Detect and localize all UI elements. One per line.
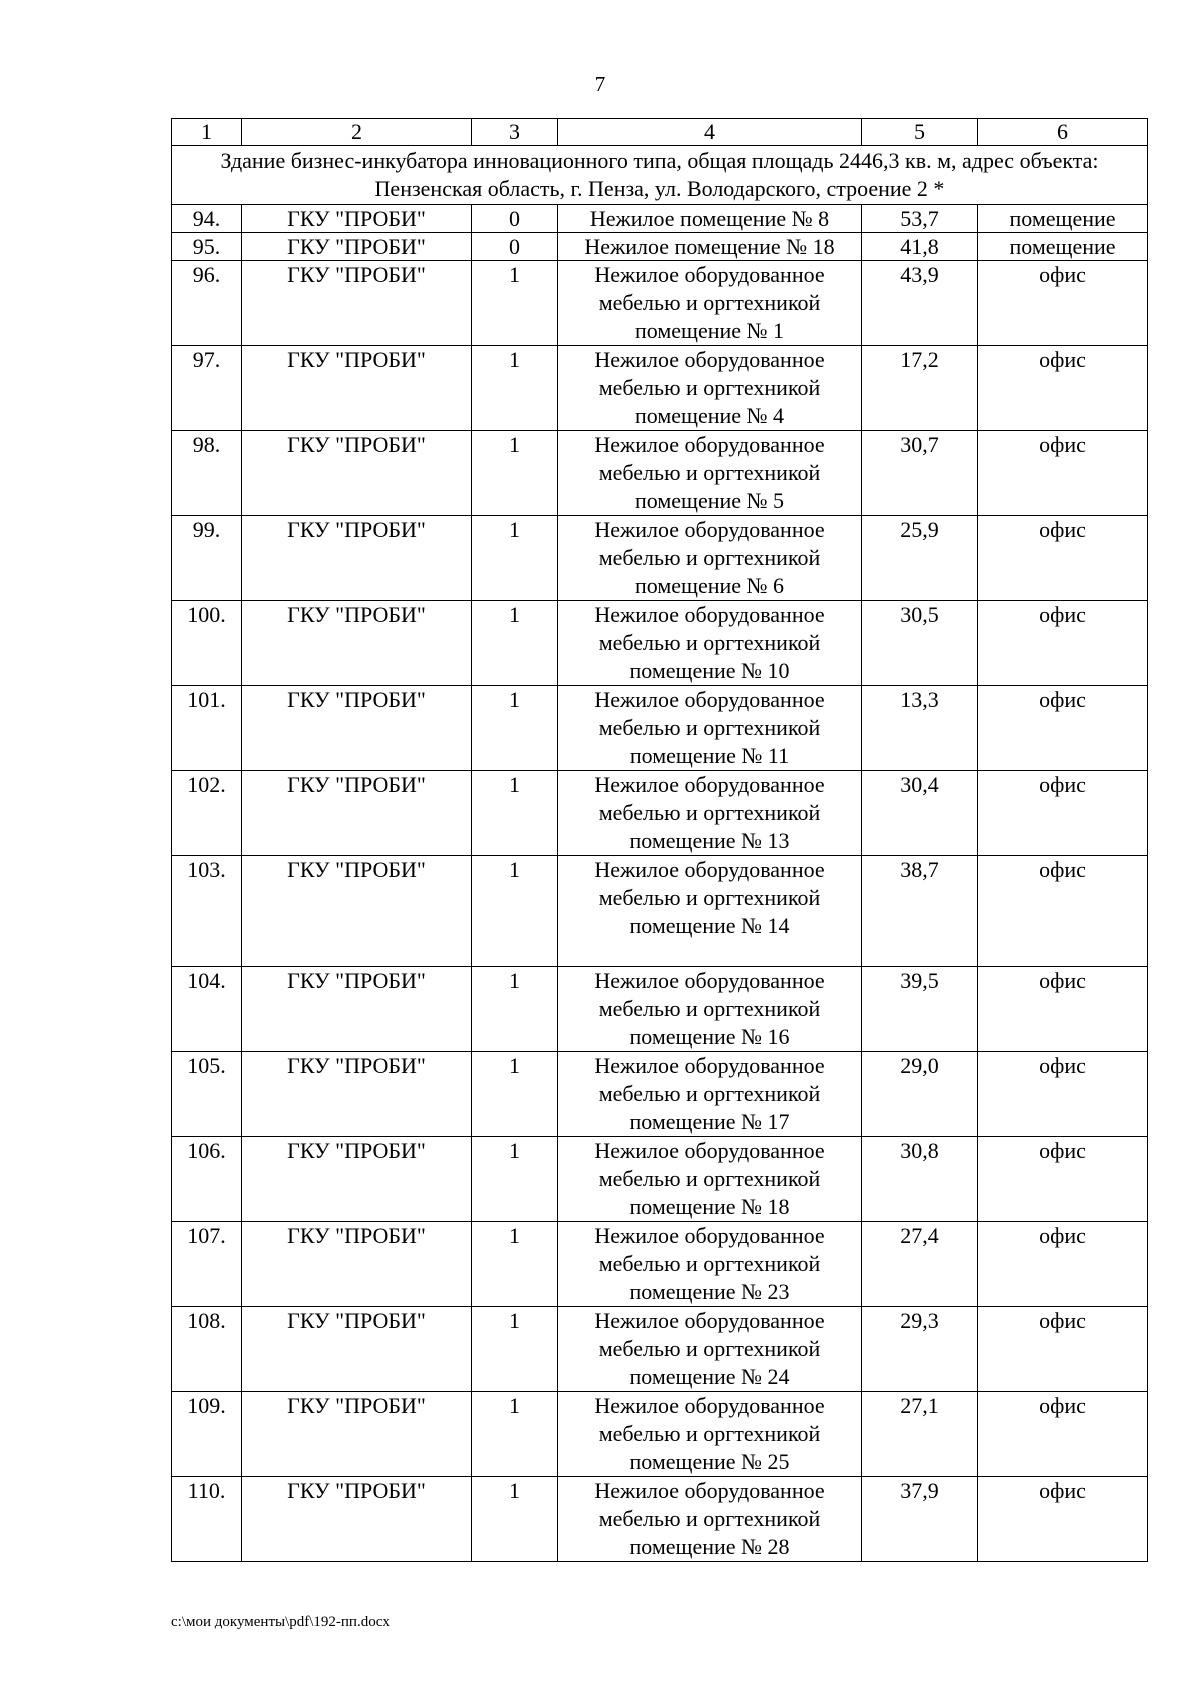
row-number-cell: 106. [172,1137,242,1222]
table-row [172,601,1148,686]
floor-cell: 1 [472,856,558,967]
purpose-cell: офис [978,601,1148,686]
purpose-cell: офис [978,431,1148,516]
floor-cell: 1 [472,1052,558,1137]
footer-file-path: c:\мои документы\pdf\192-пп.docx [171,1614,390,1630]
table-row [172,516,1148,601]
holder-cell: ГКУ "ПРОБИ" [242,1307,472,1392]
holder-cell: ГКУ "ПРОБИ" [242,1052,472,1137]
purpose-cell: офис [978,346,1148,431]
row-number-cell: 102. [172,771,242,856]
premises-name-cell: Нежилое оборудованное мебелью и оргтехникой помещение № 25 [558,1392,862,1477]
purpose-cell: офис [978,686,1148,771]
purpose-cell: офис [978,1307,1148,1392]
table-row [172,1137,1148,1222]
premises-name-cell: Нежилое оборудованное мебелью и оргтехникой помещение № 11 [558,686,862,771]
floor-cell: 1 [472,686,558,771]
purpose-cell: офис [978,856,1148,967]
area-cell: 29,3 [862,1307,978,1392]
table-row [172,233,1148,261]
holder-cell: ГКУ "ПРОБИ" [242,1477,472,1562]
row-number-cell: 97. [172,346,242,431]
table-row [172,1477,1148,1562]
property-table [171,118,1148,1562]
table-row [172,856,1148,967]
purpose-cell: офис [978,261,1148,346]
premises-name-cell: Нежилое оборудованное мебелью и оргтехникой помещение № 4 [558,346,862,431]
holder-cell: ГКУ "ПРОБИ" [242,233,472,261]
column-header: 2 [242,119,472,146]
purpose-cell: офис [978,967,1148,1052]
column-header: 5 [862,119,978,146]
section-header-row [172,146,1148,205]
purpose-cell: офис [978,1477,1148,1562]
area-cell: 29,0 [862,1052,978,1137]
row-number-cell: 103. [172,856,242,967]
premises-name-cell: Нежилое оборудованное мебелью и оргтехникой помещение № 6 [558,516,862,601]
row-number-cell: 108. [172,1307,242,1392]
area-cell: 30,4 [862,771,978,856]
premises-name-cell: Нежилое оборудованное мебелью и оргтехникой помещение № 18 [558,1137,862,1222]
holder-cell: ГКУ "ПРОБИ" [242,1392,472,1477]
floor-cell: 0 [472,233,558,261]
premises-name-cell: Нежилое оборудованное мебелью и оргтехникой помещение № 14 [558,856,862,967]
floor-cell: 1 [472,431,558,516]
holder-cell: ГКУ "ПРОБИ" [242,967,472,1052]
premises-name-cell: Нежилое оборудованное мебелью и оргтехникой помещение № 1 [558,261,862,346]
holder-cell: ГКУ "ПРОБИ" [242,601,472,686]
row-number-cell: 98. [172,431,242,516]
premises-name-cell: Нежилое помещение № 8 [558,205,862,233]
row-number-cell: 105. [172,1052,242,1137]
table-row [172,1392,1148,1477]
floor-cell: 1 [472,261,558,346]
floor-cell: 0 [472,205,558,233]
page-number: 7 [594,72,606,96]
purpose-cell: офис [978,1052,1148,1137]
holder-cell: ГКУ "ПРОБИ" [242,205,472,233]
table-row [172,431,1148,516]
holder-cell: ГКУ "ПРОБИ" [242,686,472,771]
premises-name-cell: Нежилое помещение № 18 [558,233,862,261]
table-row [172,686,1148,771]
holder-cell: ГКУ "ПРОБИ" [242,1137,472,1222]
row-number-cell: 95. [172,233,242,261]
floor-cell: 1 [472,346,558,431]
area-cell: 37,9 [862,1477,978,1562]
holder-cell: ГКУ "ПРОБИ" [242,516,472,601]
row-number-cell: 101. [172,686,242,771]
area-cell: 30,7 [862,431,978,516]
area-cell: 38,7 [862,856,978,967]
holder-cell: ГКУ "ПРОБИ" [242,856,472,967]
area-cell: 43,9 [862,261,978,346]
purpose-cell: помещение [978,233,1148,261]
area-cell: 25,9 [862,516,978,601]
purpose-cell: офис [978,771,1148,856]
purpose-cell: офис [978,1222,1148,1307]
premises-name-cell: Нежилое оборудованное мебелью и оргтехникой помещение № 10 [558,601,862,686]
area-cell: 30,8 [862,1137,978,1222]
purpose-cell: офис [978,516,1148,601]
premises-name-cell: Нежилое оборудованное мебелью и оргтехникой помещение № 16 [558,967,862,1052]
area-cell: 41,8 [862,233,978,261]
floor-cell: 1 [472,771,558,856]
holder-cell: ГКУ "ПРОБИ" [242,431,472,516]
holder-cell: ГКУ "ПРОБИ" [242,1222,472,1307]
table-row [172,205,1148,233]
premises-name-cell: Нежилое оборудованное мебелью и оргтехникой помещение № 17 [558,1052,862,1137]
row-number-cell: 110. [172,1477,242,1562]
column-header: 3 [472,119,558,146]
purpose-cell: офис [978,1392,1148,1477]
area-cell: 13,3 [862,686,978,771]
premises-name-cell: Нежилое оборудованное мебелью и оргтехникой помещение № 5 [558,431,862,516]
table-row [172,967,1148,1052]
floor-cell: 1 [472,1307,558,1392]
table-row [172,1307,1148,1392]
purpose-cell: офис [978,1137,1148,1222]
column-number-header-row [172,119,1148,146]
premises-name-cell: Нежилое оборудованное мебелью и оргтехникой помещение № 24 [558,1307,862,1392]
table-row [172,346,1148,431]
row-number-cell: 94. [172,205,242,233]
floor-cell: 1 [472,967,558,1052]
purpose-cell: помещение [978,205,1148,233]
floor-cell: 1 [472,1392,558,1477]
table-row [172,261,1148,346]
table-row [172,771,1148,856]
table-row [172,1052,1148,1137]
row-number-cell: 104. [172,967,242,1052]
premises-name-cell: Нежилое оборудованное мебелью и оргтехникой помещение № 13 [558,771,862,856]
holder-cell: ГКУ "ПРОБИ" [242,261,472,346]
row-number-cell: 109. [172,1392,242,1477]
holder-cell: ГКУ "ПРОБИ" [242,346,472,431]
floor-cell: 1 [472,516,558,601]
area-cell: 39,5 [862,967,978,1052]
section-title: Здание бизнес-инкубатора инновационного типа, общая площадь 2446,3 кв. м, адрес объекта: Пензенская область, г. Пенза, ул. Володарского, строение 2 * [172,146,1148,205]
table-row [172,1222,1148,1307]
row-number-cell: 99. [172,516,242,601]
area-cell: 27,1 [862,1392,978,1477]
holder-cell: ГКУ "ПРОБИ" [242,771,472,856]
column-header: 1 [172,119,242,146]
area-cell: 17,2 [862,346,978,431]
floor-cell: 1 [472,1477,558,1562]
area-cell: 53,7 [862,205,978,233]
row-number-cell: 100. [172,601,242,686]
premises-name-cell: Нежилое оборудованное мебелью и оргтехникой помещение № 28 [558,1477,862,1562]
column-header: 4 [558,119,862,146]
column-header: 6 [978,119,1148,146]
area-cell: 27,4 [862,1222,978,1307]
floor-cell: 1 [472,601,558,686]
row-number-cell: 96. [172,261,242,346]
floor-cell: 1 [472,1137,558,1222]
area-cell: 30,5 [862,601,978,686]
row-number-cell: 107. [172,1222,242,1307]
premises-name-cell: Нежилое оборудованное мебелью и оргтехникой помещение № 23 [558,1222,862,1307]
floor-cell: 1 [472,1222,558,1307]
